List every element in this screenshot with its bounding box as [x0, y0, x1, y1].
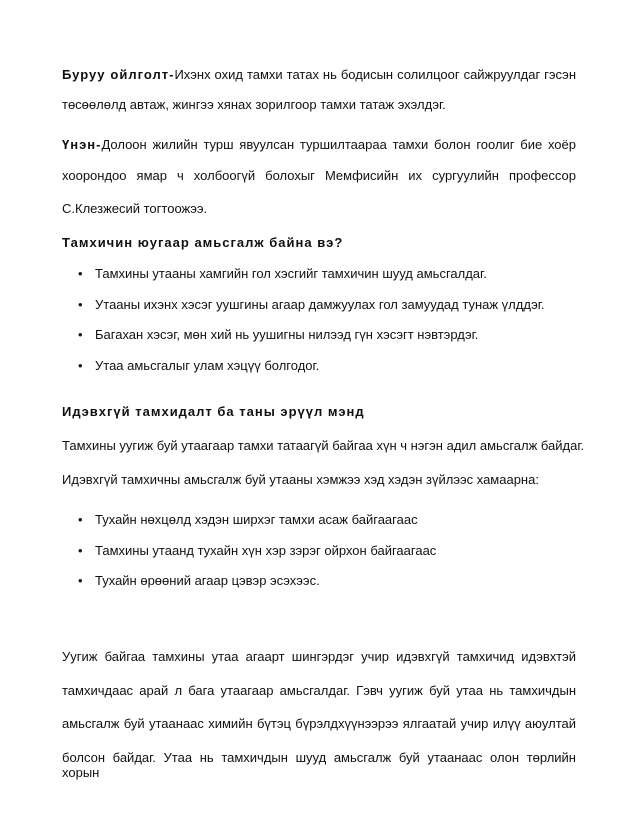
paragraph-line: Идэвхгүй тамхичны амьсгалж буй утааны хэмжээ хэд хэдэн зүйлээс хамаарна: [62, 472, 539, 487]
paragraph-line: тамхичдаас арай л бага утаагаар амьсгалдаг. Гэвч уугиж буй утаа нь тамхичдын [62, 683, 576, 698]
bullet-marker: • [78, 266, 83, 281]
bullet-marker: • [78, 512, 83, 527]
list-item-text: Тамхины утааны хамгийн гол хэсгийг тамхичин шууд амьсгалдаг. [95, 266, 487, 281]
paragraph-line: төсөөлөлд автаж, жингээ хянах зорилгоор тамхи татаж эхэлдэг. [62, 97, 446, 112]
paragraph-misconception-cont [62, 97, 576, 112]
paragraph-passive-factors [62, 472, 576, 487]
misconception-label: Буруу ойлголт- [62, 67, 175, 82]
section-heading-passive-smoking: Идэвхгүй тамхидалт ба таны эрүүл мэнд [62, 404, 365, 419]
paragraph-text: Долоон жилийн турш явуулсан туршилтаараа тамхи болон гоолиг бие хоёр [101, 137, 576, 152]
paragraph-secondhand-line2 [62, 683, 576, 698]
paragraph-secondhand-line3 [62, 716, 576, 731]
paragraph-text: Ихэнх охид тамхи татах нь бодисын солилцоог сайжруулдаг гэсэн [174, 67, 576, 82]
paragraph-line: амьсгалж буй утаанаас химийн бүтэц бүрэлдхүүнээрээ ялгаатай учир илүү аюултай [62, 716, 576, 731]
paragraph-secondhand [62, 649, 576, 664]
paragraph-truth-line2 [62, 168, 576, 183]
section-heading-what-smoker-breathes: Тамхичин юугаар амьсгалж байна вэ? [62, 235, 344, 250]
paragraph-line: Тамхины уугиж буй утаагаар тамхи татаагүй байгаа хүн ч нэгэн адил амьсгалж байдаг. [62, 438, 585, 453]
list-item-text: Тухайн өрөөний агаар цэвэр эсэхээс. [95, 573, 320, 588]
list-item-text: Тамхины утаанд тухайн хүн хэр зэрэг ойрхон байгаагаас [95, 543, 437, 558]
list-item [62, 297, 576, 312]
list-item [62, 573, 576, 588]
bullet-marker: • [78, 297, 83, 312]
paragraph-line: С.Клезжесий тогтоожээ. [62, 201, 208, 216]
list-item-text: Утаа амьсгалыг улам хэцүү болгодог. [95, 358, 320, 373]
paragraph-misconception [62, 67, 576, 82]
bullet-marker: • [78, 358, 83, 373]
paragraph-line: хоорондоо ямар ч холбоогүй болохыг Мемфисийн их сургуулийн профессор [62, 168, 576, 183]
list-item-text: Багахан хэсэг, мөн хий нь уушигны нилээд гүн хэсэгт нэвтэрдэг. [95, 327, 479, 342]
truth-label: Үнэн- [62, 137, 102, 152]
paragraph-truth-line3 [62, 201, 576, 216]
bullet-marker: • [78, 543, 83, 558]
list-item-text: Утааны ихэнх хэсэг уушгины агаар дамжуулах гол замуудад тунаж үлддэг. [95, 297, 545, 312]
list-item [62, 512, 576, 527]
list-item [62, 543, 576, 558]
bullet-list-smoke [62, 266, 576, 373]
paragraph-line [62, 67, 576, 82]
paragraph-passive-intro [62, 438, 585, 453]
list-item [62, 327, 576, 342]
paragraph-truth [62, 137, 576, 152]
bullet-list-factors [62, 512, 576, 588]
list-item [62, 266, 576, 281]
paragraph-line: болсон байдаг. Утаа нь тамхичдын шууд амьсгалж буй утаанаас олон төрлийн хорын [62, 750, 576, 780]
bullet-marker: • [78, 573, 83, 588]
bullet-marker: • [78, 327, 83, 342]
list-item-text: Тухайн нөхцөлд хэдэн ширхэг тамхи асаж байгаагаас [95, 512, 418, 527]
paragraph-line [62, 137, 576, 152]
paragraph-line: Уугиж байгаа тамхины утаа агаарт шингэрдэг учир идэвхгүй тамхичид идэвхтэй [62, 649, 576, 664]
list-item [62, 358, 576, 373]
paragraph-secondhand-line4 [62, 750, 576, 780]
